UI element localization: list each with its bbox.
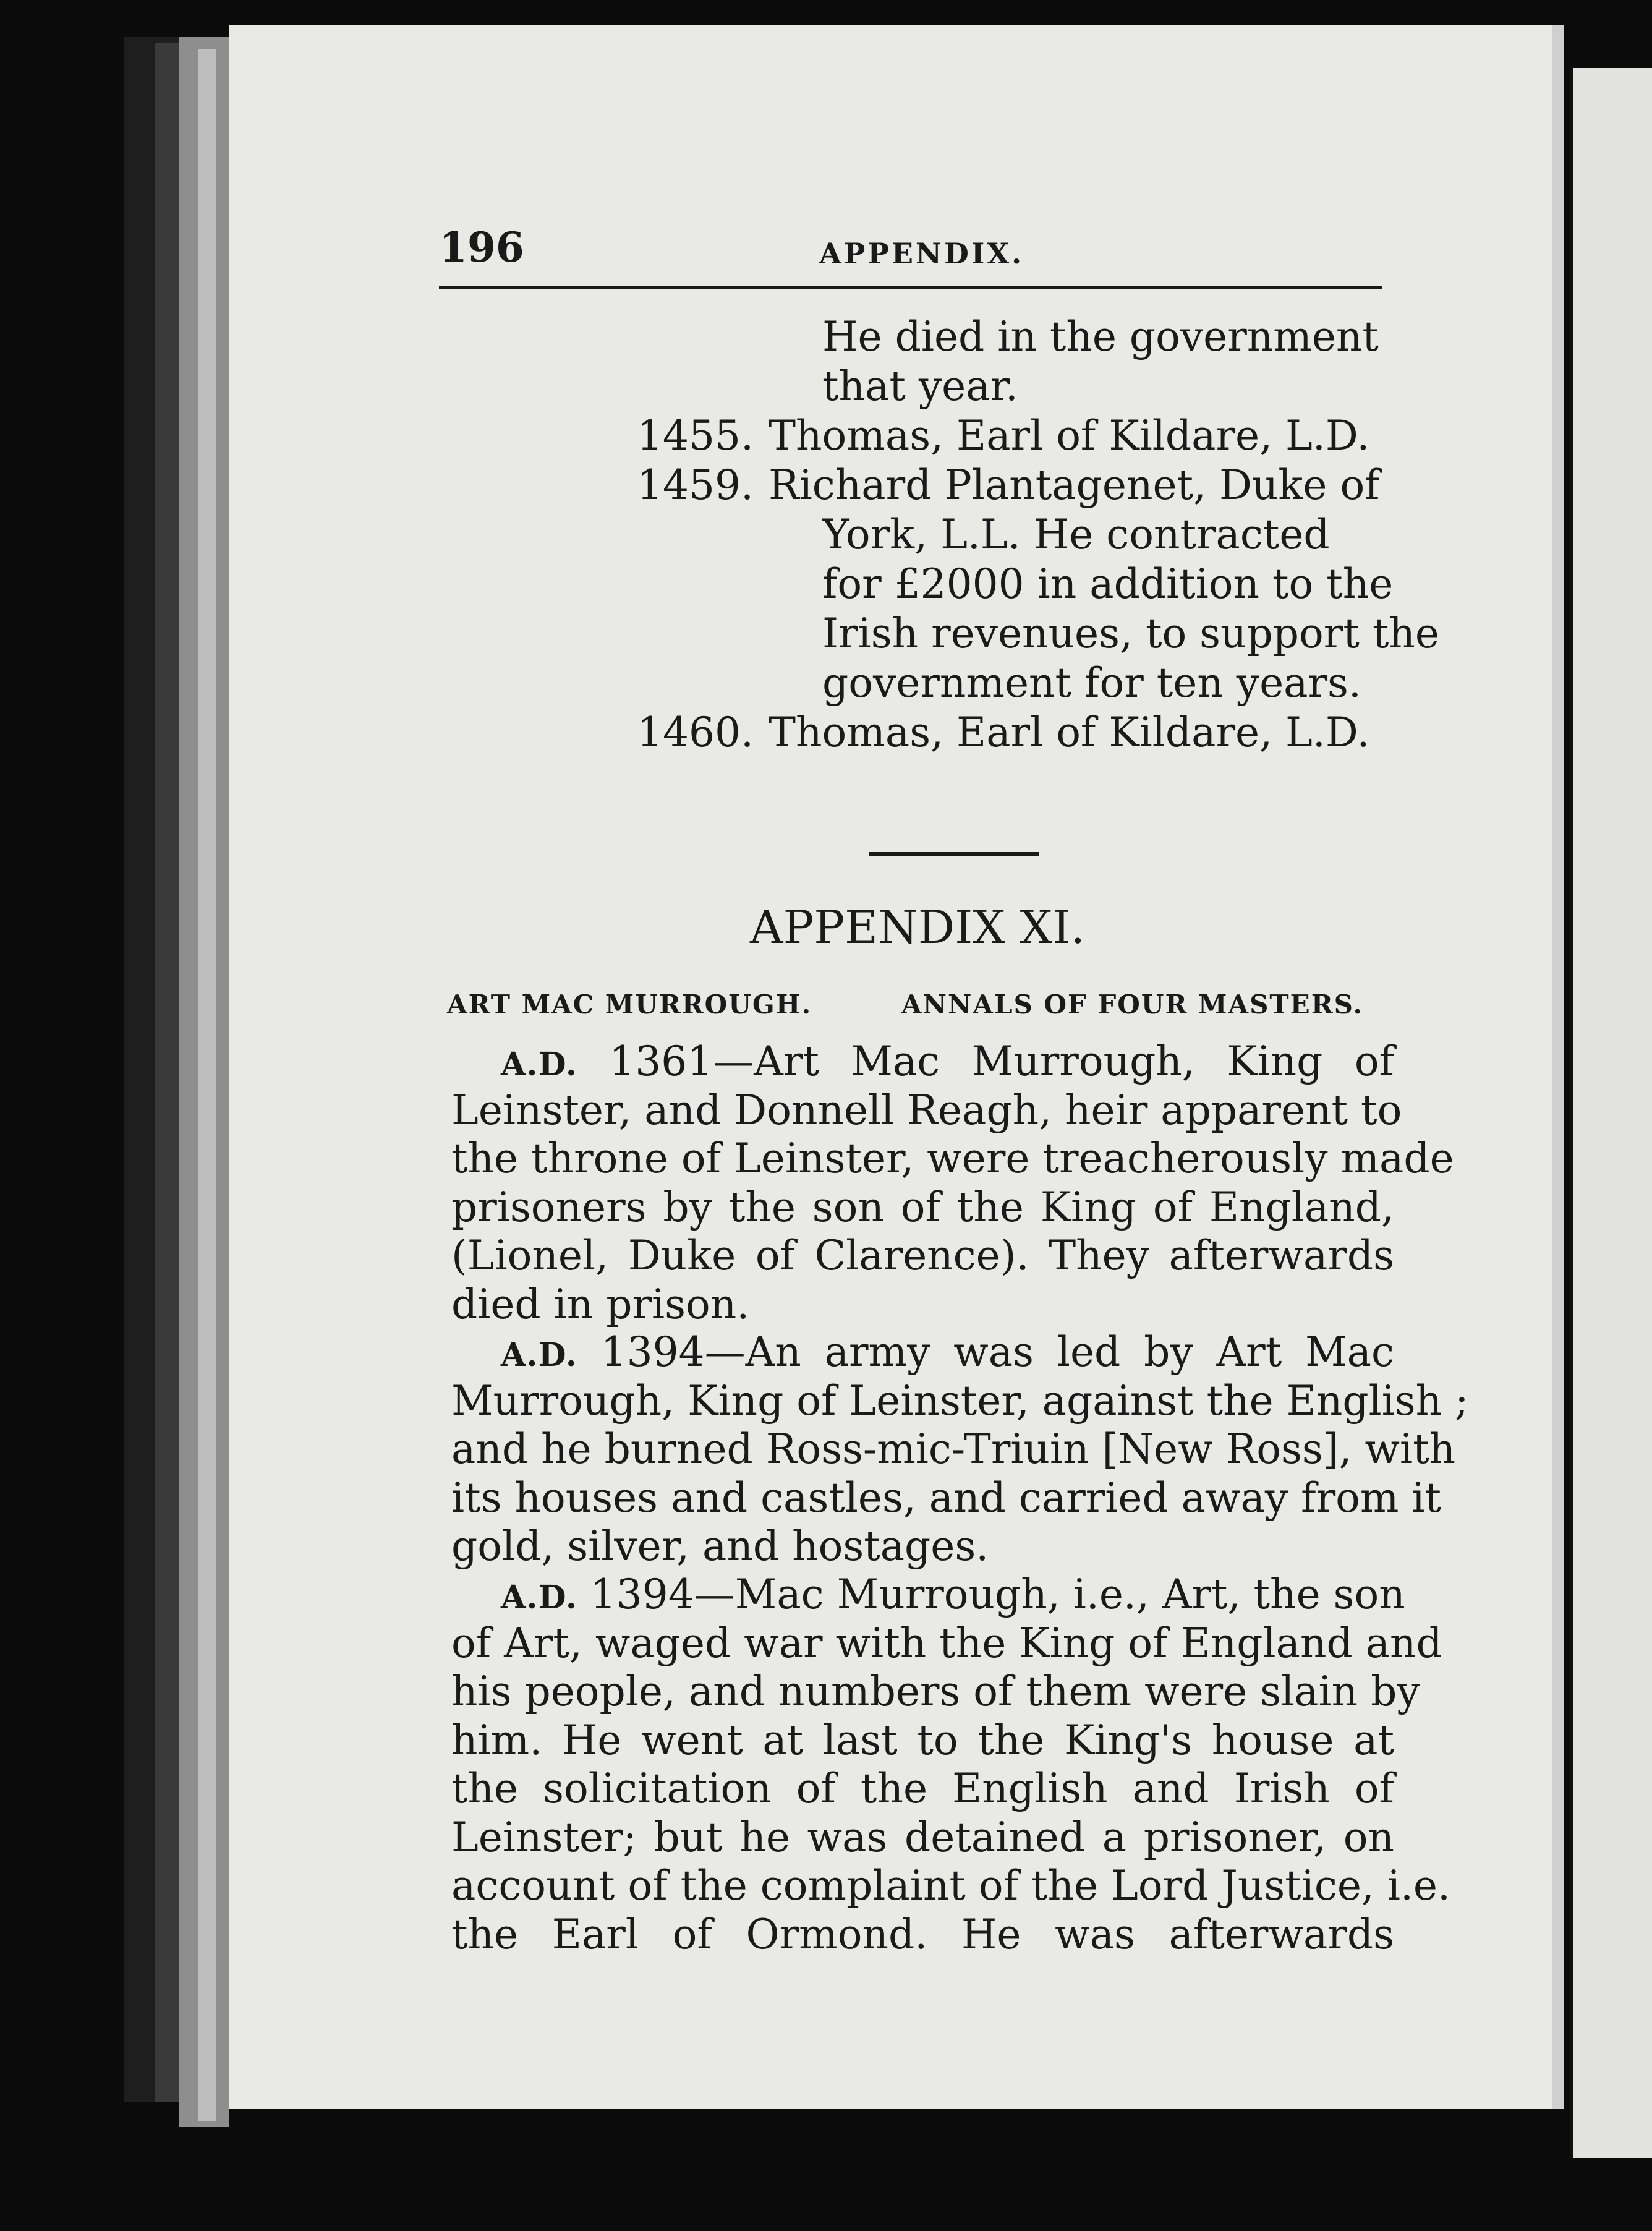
subheading-right: ANNALS OF FOUR MASTERS. bbox=[901, 989, 1364, 1020]
list-text: Irish revenues, to support the bbox=[822, 610, 1439, 657]
list-year: 1455. bbox=[637, 412, 754, 459]
annal-entry bbox=[451, 1328, 1469, 1571]
entry-line: its houses and castles, and carried away from it bbox=[451, 1474, 1442, 1522]
entry-line: (Lionel, Duke of Clarence). They afterwards bbox=[451, 1232, 1394, 1279]
page-gutter bbox=[1552, 25, 1564, 2109]
continued-line: that year. bbox=[822, 362, 1018, 410]
list-year: 1459. bbox=[637, 461, 754, 509]
entry-first-line bbox=[451, 1571, 1405, 1619]
entry-line: Murrough, King of Leinster, against the English ; bbox=[451, 1376, 1469, 1425]
continued-line: He died in the government bbox=[822, 313, 1379, 360]
entry-line: prisoners by the son of the King of England, bbox=[451, 1183, 1394, 1231]
entry-line: 1394—An army was led by Art Mac bbox=[600, 1328, 1394, 1376]
entry-line: the throne of Leinster, were treacherously made bbox=[451, 1135, 1454, 1182]
date-label: A.D. bbox=[501, 1579, 577, 1616]
section-separator bbox=[869, 852, 1039, 856]
entry-line: Leinster, and Donnell Reagh, heir apparent to bbox=[451, 1086, 1402, 1134]
date-label: A.D. bbox=[501, 1336, 577, 1374]
entry-line: gold, silver, and hostages. bbox=[451, 1522, 989, 1570]
list-text: Thomas, Earl of Kildare, L.D. bbox=[769, 709, 1370, 756]
list-text: Richard Plantagenet, Duke of bbox=[769, 461, 1380, 509]
entry-line: account of the complaint of the Lord Justice, i.e. bbox=[451, 1862, 1450, 1909]
entry-line: 1361—Art Mac Murrough, King of bbox=[609, 1038, 1394, 1085]
entry-first-line bbox=[451, 1038, 1394, 1086]
list-text: government for ten years. bbox=[822, 659, 1361, 707]
page-stack-highlight bbox=[198, 49, 216, 2121]
entry-line: his people, and numbers of them were slain by bbox=[451, 1668, 1420, 1715]
entry-line: Leinster; but he was detained a prisoner, on bbox=[451, 1813, 1394, 1861]
entry-first-line bbox=[451, 1328, 1394, 1377]
list-year: 1460. bbox=[637, 709, 754, 756]
entry-line: 1394—Mac Murrough, i.e., Art, the son bbox=[590, 1571, 1405, 1618]
appendix-title: APPENDIX XI. bbox=[750, 901, 1085, 954]
annal-entry bbox=[451, 1571, 1450, 1959]
list-text: for £2000 in addition to the bbox=[822, 560, 1394, 608]
entry-line: of Art, waged war with the King of England and bbox=[451, 1619, 1442, 1667]
book-spine bbox=[155, 43, 179, 2102]
entry-line: died in prison. bbox=[451, 1280, 750, 1328]
entry-line: the solicitation of the English and Irish of bbox=[451, 1765, 1394, 1812]
subheading-left: ART MAC MURROUGH. bbox=[447, 989, 812, 1020]
annal-entry bbox=[451, 1038, 1454, 1329]
header-rule bbox=[439, 286, 1382, 289]
entry-line: him. He went at last to the King's house at bbox=[451, 1716, 1394, 1764]
entry-line: and he burned Ross-mic-Triuin [New Ross], with bbox=[451, 1425, 1456, 1473]
facing-page bbox=[1573, 68, 1652, 2158]
entry-line: the Earl of Ormond. He was afterwards bbox=[451, 1910, 1394, 1958]
list-text: Thomas, Earl of Kildare, L.D. bbox=[769, 412, 1370, 459]
page-number: 196 bbox=[439, 223, 524, 271]
running-title: APPENDIX. bbox=[819, 237, 1024, 270]
date-label: A.D. bbox=[501, 1046, 577, 1083]
list-text: York, L.L. He contracted bbox=[822, 511, 1330, 558]
